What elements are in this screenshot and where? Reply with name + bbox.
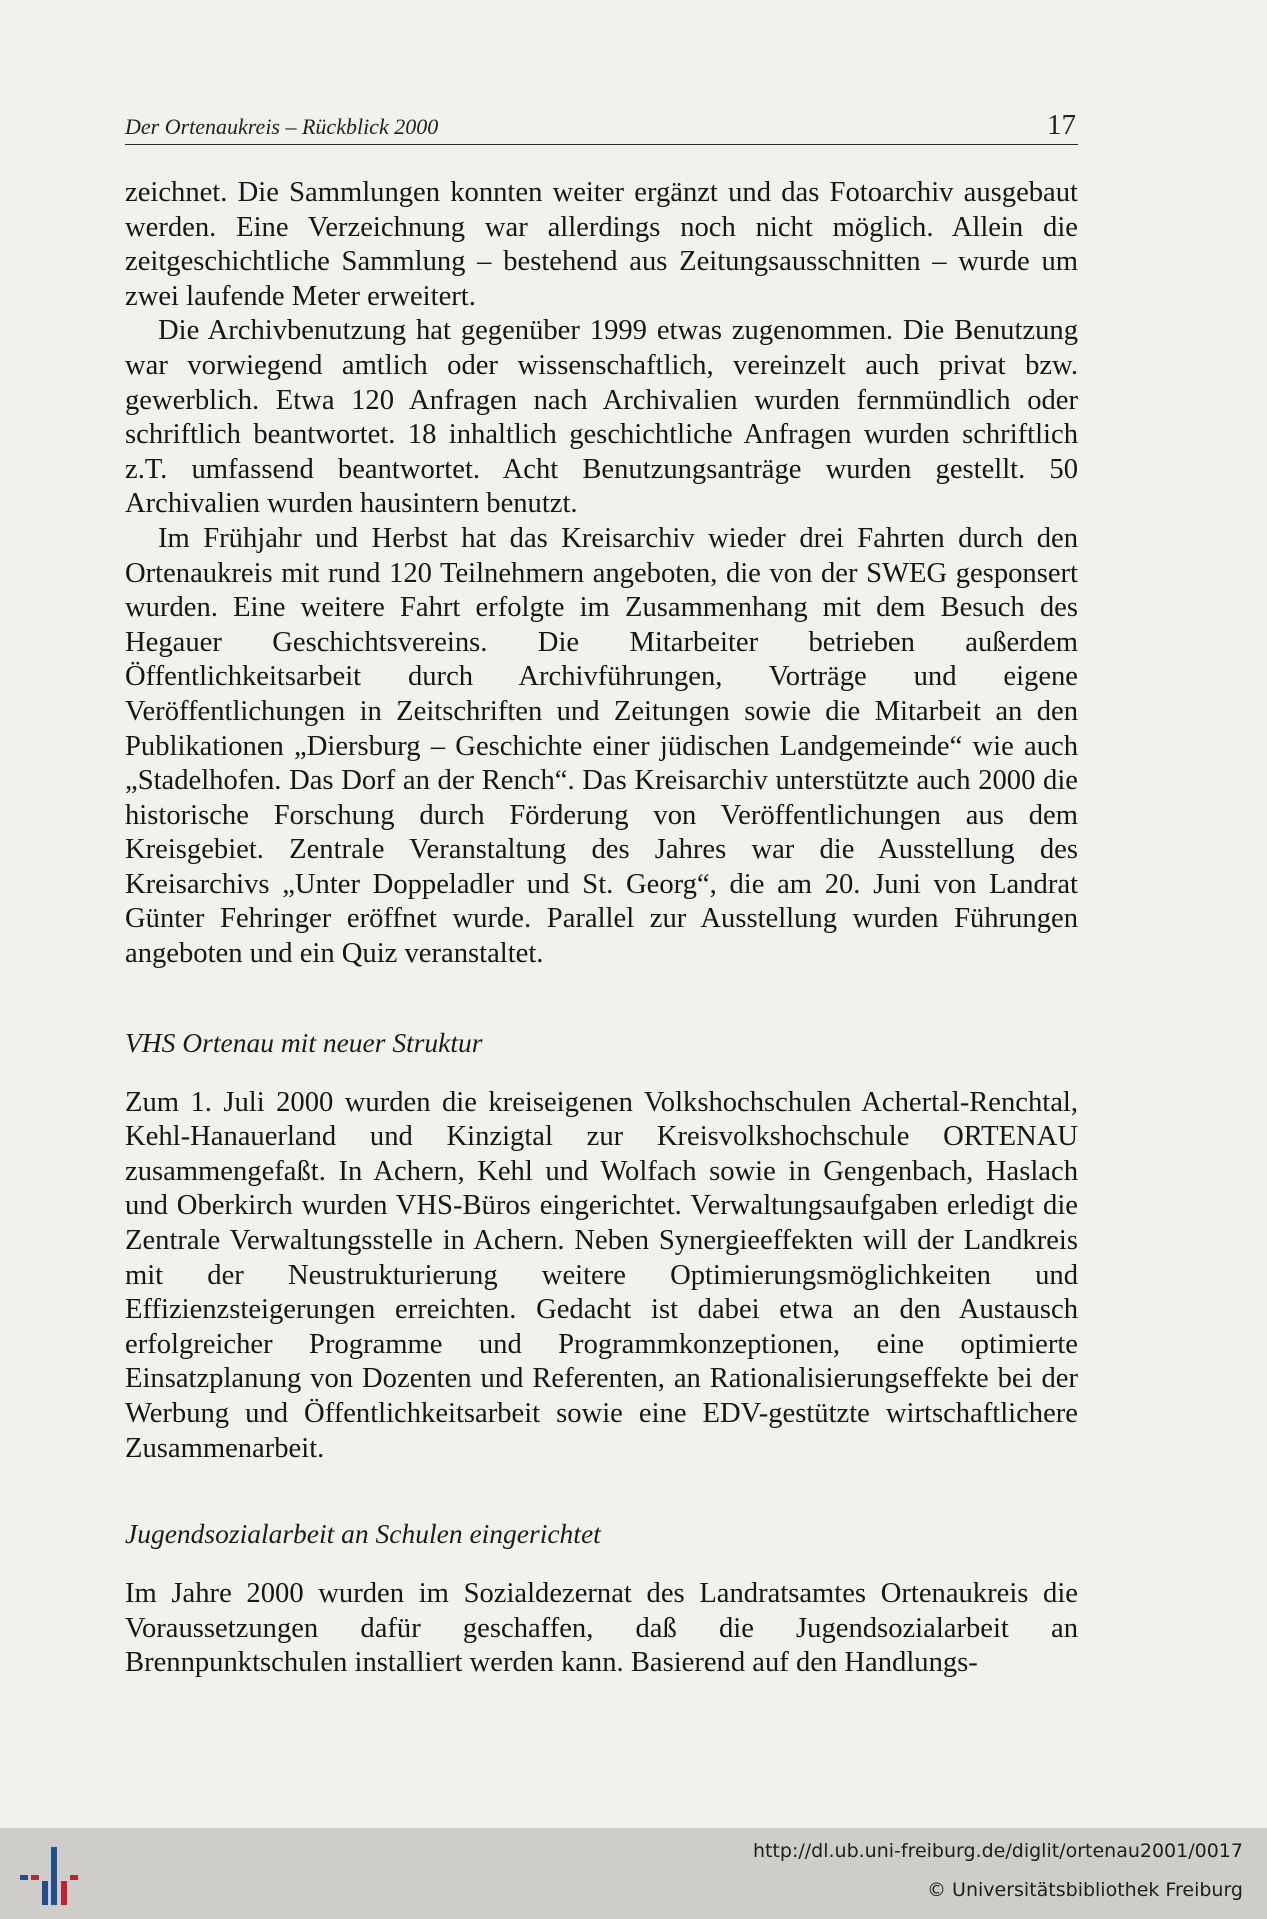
paragraph-2: Die Archivbenutzung hat gegenüber 1999 etwas zugenommen. Die Benutzung war vorwiegend amtlich oder wissenschaftlich, vereinzelt auch privat bzw. gewerblich. Etwa 120 Anfragen nach Archivalien wurden fernmündlich oder schriftlich beantwortet. 18 inhaltlich geschichtliche Anfragen wurden schriftlich z.T. umfassend beantwortet. Acht Benutzungsanträge wurden gestellt. 50 Archivalien wurden hausintern benutzt. xyxy=(125,315,1078,520)
paragraph-4: Zum 1. Juli 2000 wurden die kreiseigenen Volkshochschulen Achertal-Renchtal, Kehl-Hanauerland und Kinzigtal zur Kreisvolkshochschule ORTENAU zusammengefaßt. In Achern, Kehl und Wolfach sowie in Gengenbach, Haslach und Oberkirch wurden VHS-Büros eingerichtet. Verwaltungsaufgaben erledigt die Zentrale Verwaltungsstelle in Achern. Neben Synergieeffekten will der Landkreis mit der Neustrukturierung weitere Optimierungsmöglichkeiten und Effizienzsteigerungen erreichten. Gedacht ist dabei etwa an den Austausch erfolgreicher Programme und Programmkonzeptionen, eine optimierte Einsatzplanung von Dozenten und Referenten, an Rationalisierungseffekte bei der Werbung und Öffentlichkeitsarbeit sowie eine EDV-gestützte wirtschaftlichere Zusammenarbeit. xyxy=(125,1086,1078,1464)
running-title: Der Ortenaukreis – Rückblick 2000 xyxy=(125,114,439,139)
paragraph-1: zeichnet. Die Sammlungen konnten weiter ergänzt und das Fotoarchiv ausgebaut werden. Eine Verzeichnung war allerdings noch nicht möglich. Allein die zeitgeschichtliche Sammlung – bestehend aus Zeitungsausschnitten – wurde um zwei laufende Meter erweitert. xyxy=(125,177,1078,312)
paragraph-5: Im Jahre 2000 wurden im Sozialdezernat des Landratsamtes Ortenaukreis die Voraussetzungen dafür geschaffen, daß die Jugendsozialarbeit an Brennpunktschulen installiert werden kann. Basierend auf den Handlungs- xyxy=(125,1578,1078,1679)
page-number: 17 xyxy=(1047,109,1076,141)
body-text xyxy=(125,176,1078,1681)
paragraph-3: Im Frühjahr und Herbst hat das Kreisarchiv wieder drei Fahrten durch den Ortenaukreis mit rund 120 Teilnehmern angeboten, die von der SWEG gesponsert wurden. Eine weitere Fahrt erfolgte im Zusammenhang mit dem Besuch des Hegauer Geschichtsvereins. Die Mitarbeiter betrieben außerdem Öffentlichkeitsarbeit durch Archivführungen, Vorträge und eigene Veröffentlichungen in Zeitschriften und Zeitungen sowie die Mitarbeit an den Publikationen „Diersburg – Geschichte einer jüdischen Landgemeinde“ wie auch „Stadelhofen. Das Dorf an der Rench“. Das Kreisarchiv unterstützte auch 2000 die historische Forschung durch Förderung von Veröffentlichungen aus dem Kreisgebiet. Zentrale Veranstaltung des Jahres war die Ausstellung des Kreisarchivs „Unter Doppeladler und St. Georg“, die am 20. Juni von Landrat Günter Fehringer eröffnet wurde. Parallel zur Ausstellung wurden Führungen angeboten und ein Quiz veranstaltet. xyxy=(125,522,1078,970)
running-header xyxy=(125,108,1078,145)
copyright-notice: © Universitätsbibliothek Freiburg xyxy=(927,1879,1243,1901)
section-heading-vhs: VHS Ortenau mit neuer Struktur xyxy=(125,1026,483,1058)
ub-freiburg-logo-icon xyxy=(20,1845,84,1905)
section-heading-jugendsozialarbeit: Jugendsozialarbeit an Schulen eingerichtet xyxy=(125,1518,601,1550)
source-url-link[interactable]: http://dl.ub.uni-freiburg.de/diglit/ortenau2001/0017 xyxy=(752,1840,1243,1862)
